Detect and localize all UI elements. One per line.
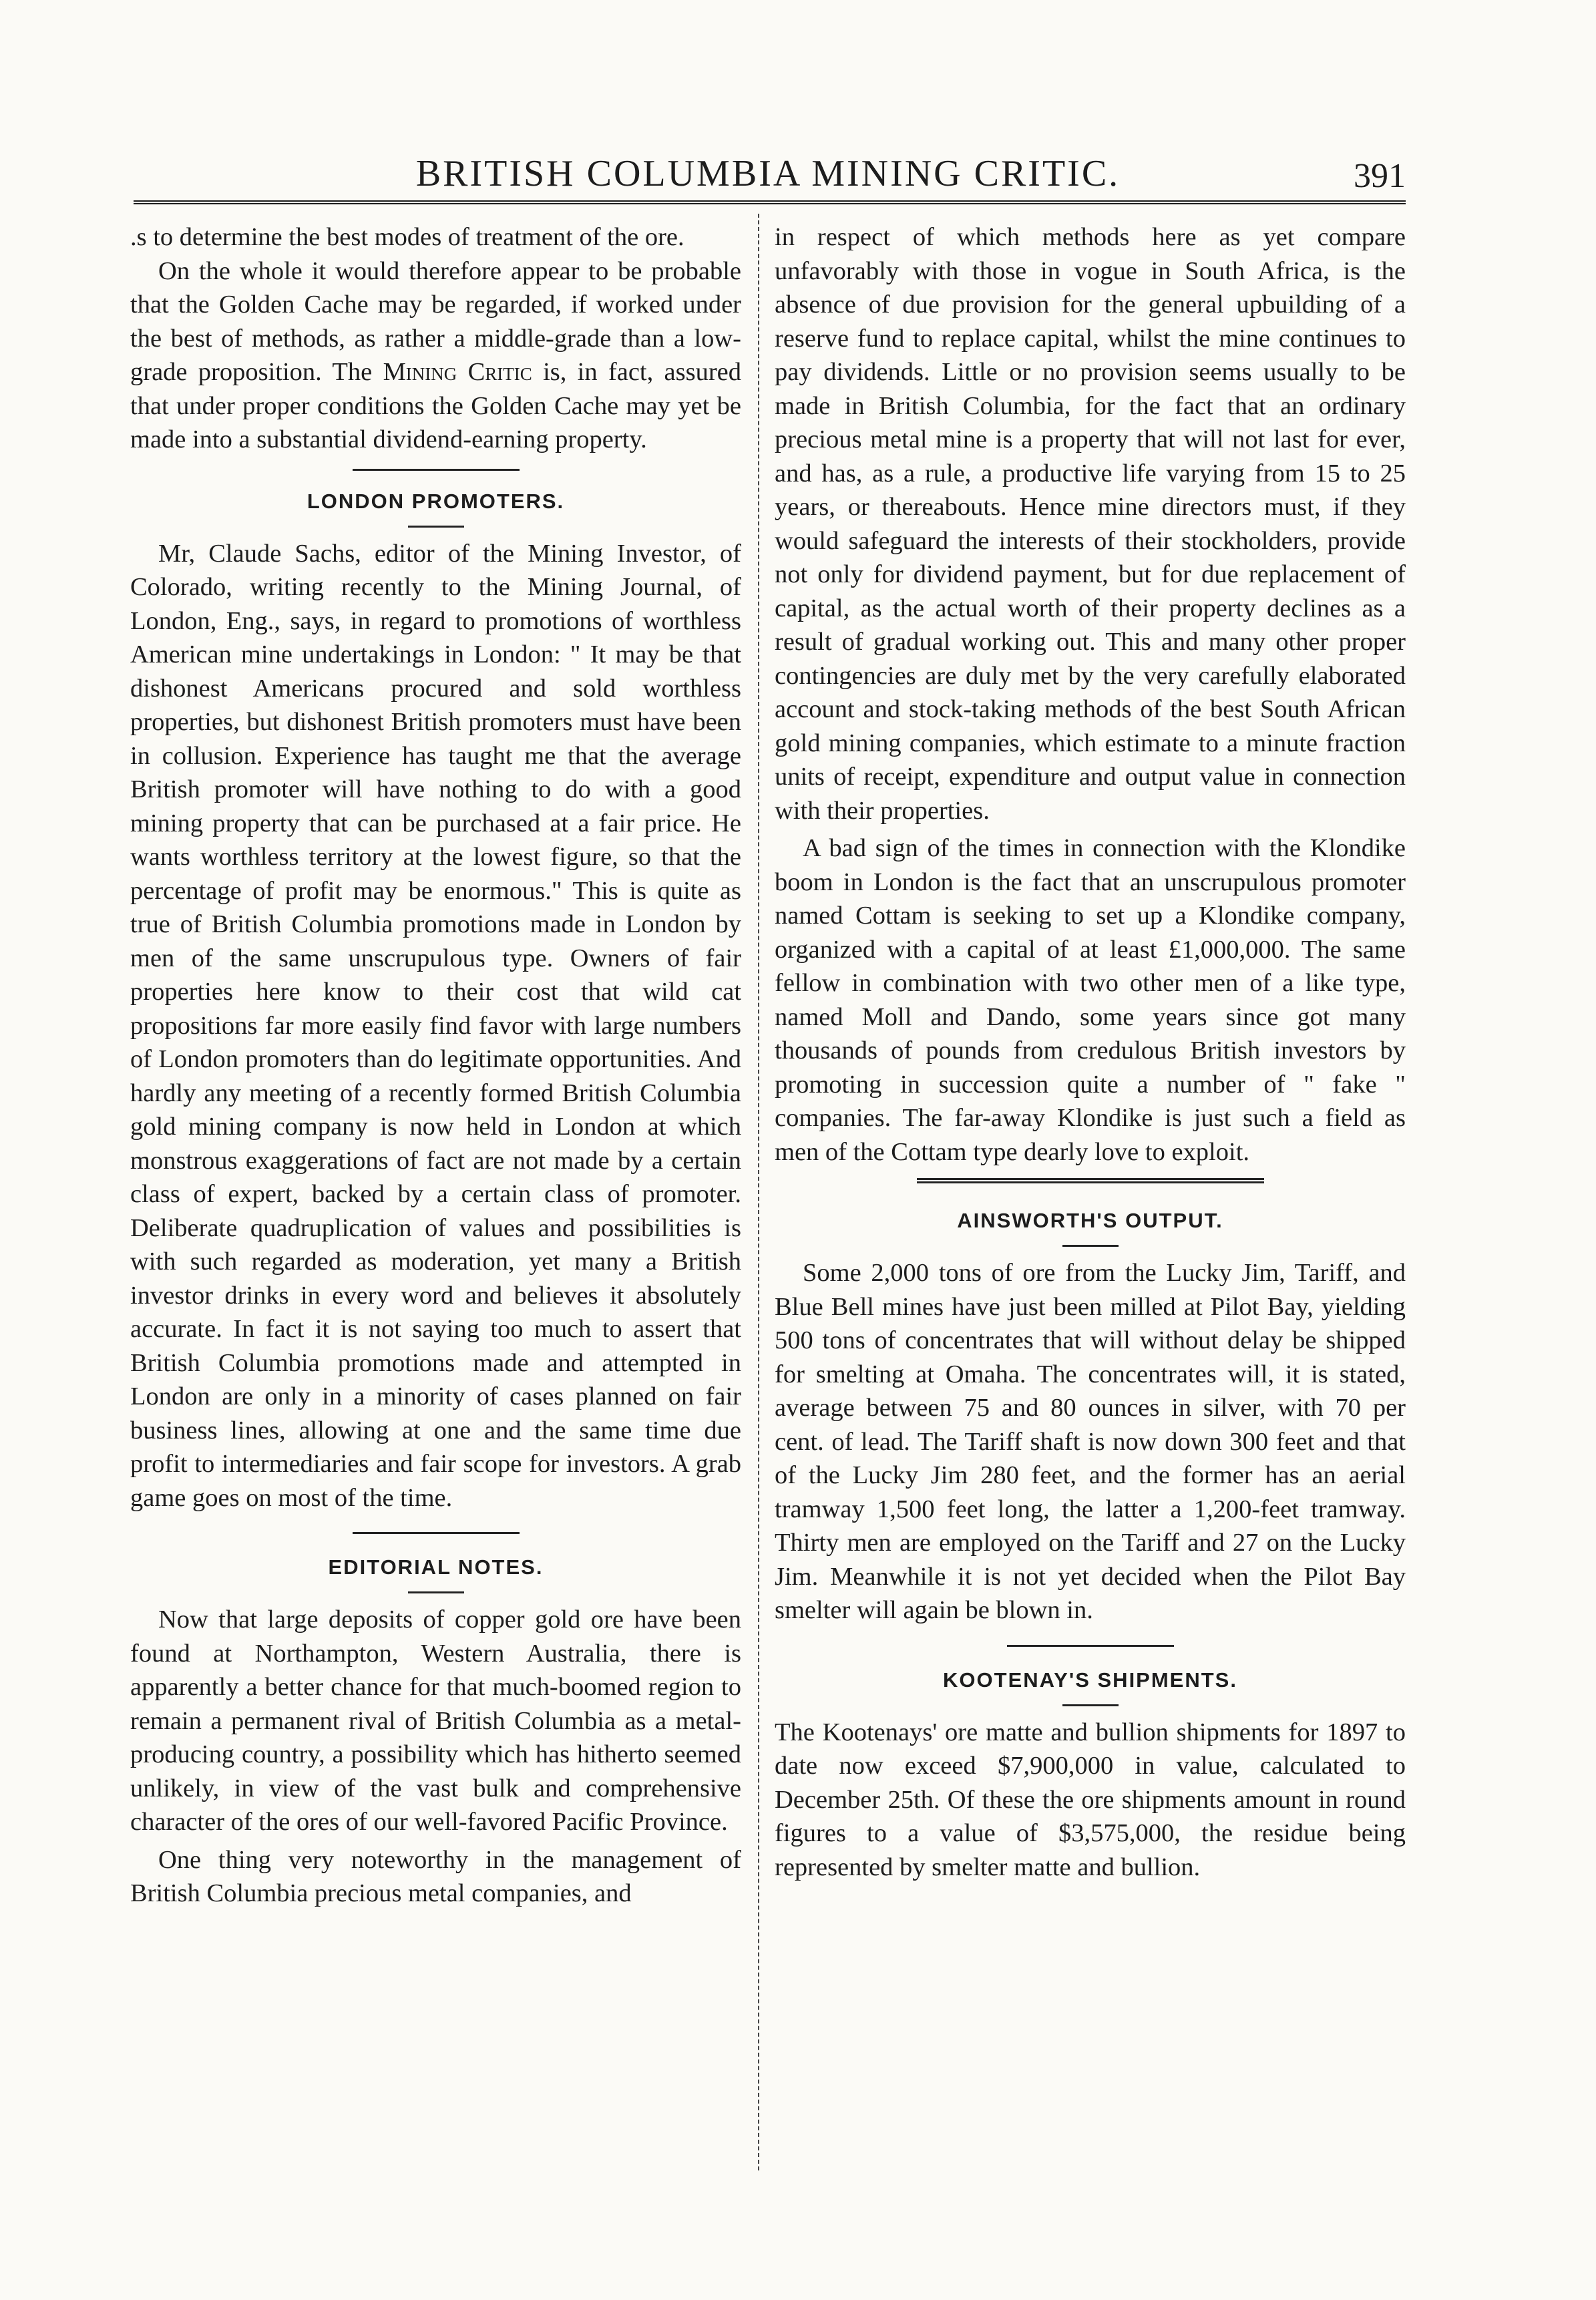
- paragraph-kootenay: The Kootenays' ore matte and bullion shipments for 1897 to date now exceed $7,900,000 in value, calculated to December 25th. Of these the ore shipments amount in round figures to a value of $3,575,000, the residue being represented by smelter matte and bullion.: [775, 1718, 1406, 1881]
- left-column: [130, 220, 741, 1911]
- heading-kootenay-shipments: KOOTENAY'S SHIPMENTS.: [943, 1668, 1237, 1692]
- section-rule: [353, 469, 520, 471]
- paragraph-continued: .s to determine the best modes of treatment of the ore.: [130, 223, 684, 251]
- paragraph-management: One thing very noteworthy in the management of British Columbia precious metal companies, and: [130, 1845, 741, 1907]
- section-double-rule: [917, 1178, 1264, 1183]
- page-number: 391: [1354, 157, 1406, 195]
- column-divider: [758, 214, 759, 2170]
- heading-underline: [408, 1591, 464, 1593]
- heading-ainsworth-output: AINSWORTH'S OUTPUT.: [957, 1209, 1223, 1232]
- paragraph-london-promoters: Mr, Claude Sachs, editor of the Mining Investor, of Colorado, writing recently to the Mining Journal, of London, Eng., says, in regard to promotions of worthless American mine undertakings in London: " It may be that dishonest Americans procured and sold worthless properties, but dishonest British promoters must have been in collusion. Experience has taught me that the average British promoter will have nothing to do with a good mining property that can be purchased at a fair price. He wants worthless territory at the lowest figure, so that the percentage of profit may be enormous." This is quite as true of British Columbia promotions made in London by men of the same unscrupulous type. Owners of fair properties here know to their cost that wild cat propositions far more easily find favor with large numbers of London promoters than do legitimate opportunities. And hardly any meeting of a recently formed British Columbia gold mining company is now held in London at which monstrous exaggerations of fact are not made by a certain class of expert, backed by a certain class of promoter. Deliberate quadruplication of values and possibilities is with such regarded as moderation, yet many a British investor drinks in every word and believes it absolutely accurate. In fact it is not saying too much to assert that British Columbia promotions made and attempted in London are only in a minority of cases planned on fair business lines, allowing at one and the same time due profit to intermediaries and fair scope for investors. A grab game goes on most of the time.: [130, 539, 741, 1512]
- heading-underline: [1062, 1704, 1119, 1706]
- header-rule: [134, 200, 1406, 204]
- heading-underline: [1062, 1245, 1119, 1247]
- mining-critic-smallcaps: Mining Critic: [383, 358, 532, 386]
- paragraph-ainsworth: Some 2,000 tons of ore from the Lucky Jim, Tariff, and Blue Bell mines have just been milled at Pilot Bay, yielding 500 tons of concentrates that will without delay be shipped for smelting at Omaha. The concentrates will, it is stated, average between 75 and 80 ounces in silver, with 70 per cent. of lead. The Tariff shaft is now down 300 feet and that of the Lucky Jim 280 feet, and the former has an aerial tramway 1,500 feet long, the latter a 1,200-feet tramway. Thirty men are employed on the Tariff and 27 on the Lucky Jim. Meanwhile it is not yet decided when the Pilot Bay smelter will again be blown in.: [775, 1259, 1406, 1624]
- heading-editorial-notes: EDITORIAL NOTES.: [328, 1555, 544, 1579]
- heading-underline: [408, 526, 464, 528]
- paragraph-golden-cache: On the whole it would therefore appear to be probable that the Golden Cache may be regarded, if worked under the best of methods, as rather a middle-grade than a low-grade proposition. The Mining Critic is, in fact, assured that under proper conditions the Golden Cache may yet be made into a substantial dividend-earning property.: [130, 256, 741, 453]
- running-header: [134, 150, 1406, 197]
- journal-title: BRITISH COLUMBIA MINING CRITIC.: [415, 153, 1121, 194]
- right-column: [775, 220, 1406, 1884]
- paragraph-northampton: Now that large deposits of copper gold ore have been found at Northampton, Western Australia, there is apparently a better chance for that much-boomed region to remain a permanent rival of British Columbia as a metal-producing country, a possibility which has hitherto seemed unlikely, in view of the vast bulk and comprehensive character of the ores of our well-favored Pacific Province.: [130, 1605, 741, 1836]
- paragraph-klondike: A bad sign of the times in connection with the Klondike boom in London is the fact that an unscrupulous promoter named Cottam is seeking to set up a Klondike company, organized with a capital of at least £1,000,000. The same fellow in combination with two other men of a like type, named Moll and Dando, some years since got many thousands of pounds from credulous British investors by promoting in succession quite a number of " fake " companies. The far-away Klondike is just such a field as men of the Cottam type dearly love to exploit.: [775, 834, 1406, 1166]
- paragraph-reserve-fund: in respect of which methods here as yet compare unfavorably with those in vogue in South Africa, is the absence of due provision for the general upbuilding of a reserve fund to replace capital, whilst the mine continues to pay dividends. Little or no provision seems usually to be made in British Columbia, for the fact that an ordinary precious metal mine is a property that will not last for ever, and has, as a rule, a productive life varying from 15 to 25 years, or thereabouts. Hence mine directors must, if they would safeguard the interests of their stockholders, provide not only for dividend payment, but for due replacement of capital, as the actual worth of their property declines as a result of gradual working out. This and many other proper contingencies are duly met by the very carefully elaborated account and stock-taking methods of the best South African gold mining companies, which estimate to a minute fraction units of receipt, expenditure and output value in connection with their properties.: [775, 223, 1406, 825]
- section-rule: [1007, 1645, 1174, 1647]
- section-rule: [353, 1532, 520, 1534]
- heading-london-promoters: LONDON PROMOTERS.: [307, 489, 565, 513]
